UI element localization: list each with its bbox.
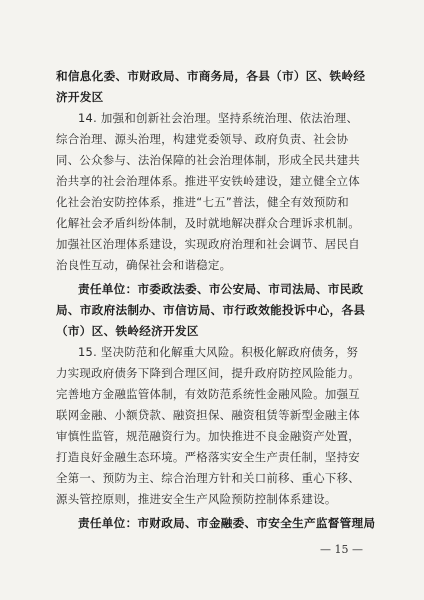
text-line: 化社会治安防控体系，推进“七五”普法，健全有效预防和 (56, 195, 349, 209)
text-line: 治共享的社会治理体系。推进平安铁岭建设，建立健全立体 (56, 174, 360, 188)
text-line: 14. 加强和创新社会治理。坚持系统治理、依法治理、 (78, 111, 359, 125)
text-line: 责任单位：市财政局、市金融委、市安全生产监督管理局 (78, 516, 376, 530)
text-line: 济开发区 (56, 90, 104, 104)
text-line: 综合治理、源头治理，构建党委领导、政府负责、社会协 (56, 132, 349, 146)
text-line: 化解社会矛盾纠纷体制，及时就地解决群众合理诉求机制。 (56, 216, 360, 230)
responsibility-units-14 (56, 279, 376, 342)
text-line: 局、市政府法制办、市信访局、市行政效能投诉中心，各县 (56, 303, 366, 317)
text-line: 源头管控原则，推进安全生产风险预防控制体系建设。 (56, 492, 337, 506)
text-line: 同、公众参与、法治保障的社会治理体制，形成全民共建共 (56, 153, 360, 167)
text-line: （市）区、铁岭经济开发区 (56, 324, 199, 338)
text-line: 审慎性监管，规范融资行为。加快推进不良金融资产处置， (56, 429, 360, 443)
text-line: 完善地方金融监管体制，有效防范系统性金融风险。加强互 (56, 387, 360, 401)
page-number: — 15 — (320, 543, 363, 556)
text-line: 全第一、预防为主、综合治理方针和关口前移、重心下移、 (56, 471, 360, 485)
text-line: 治良性互动，确保社会和谐稳定。 (56, 258, 232, 272)
paragraph-item-15 (56, 342, 376, 510)
document-body (56, 66, 376, 534)
responsibility-units-15 (56, 513, 376, 534)
text-line: 联网金融、小额贷款、融资担保、融资租赁等新型金融主体 (56, 408, 360, 422)
text-line: 责任单位：市委政法委、市公安局、市司法局、市民政 (78, 282, 364, 296)
text-line: 加强社区治理体系建设，实现政府治理和社会调节、居民自 (56, 237, 360, 251)
responsibility-continuation (56, 66, 376, 108)
text-line: 打造良好金融生态环境。严格落实安全生产责任制，坚持安 (56, 450, 360, 464)
text-line: 15. 坚决防范和化解重大风险。积极化解政府债务，努 (78, 345, 359, 359)
text-line: 力实现政府债务下降到合理区间，提升政府防控风险能力。 (56, 366, 360, 380)
text-line: 和信息化委、市财政局、市商务局，各县（市）区、铁岭经 (56, 69, 366, 83)
paragraph-item-14 (56, 108, 376, 276)
